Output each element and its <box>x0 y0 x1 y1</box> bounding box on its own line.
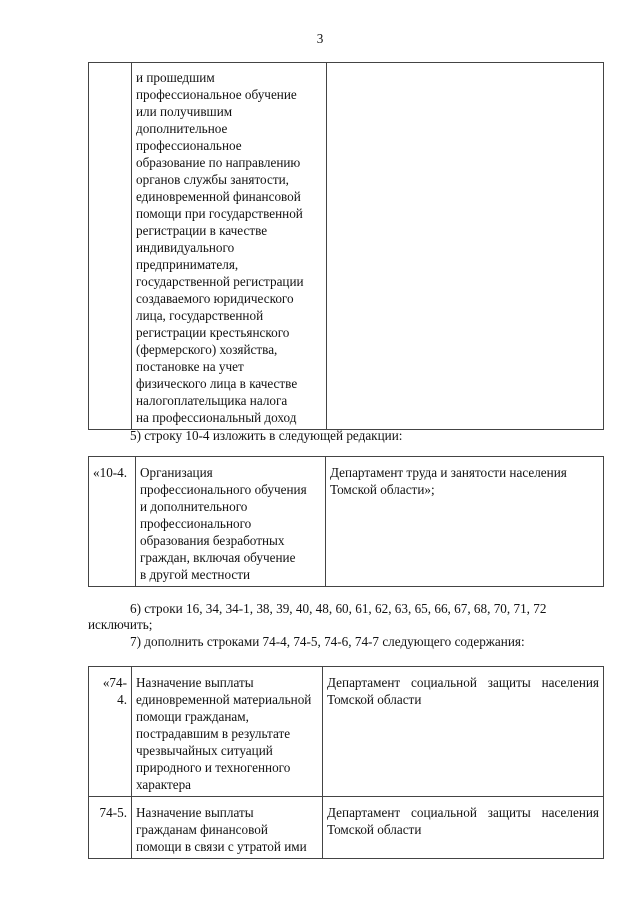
paragraph-7: 7) дополнить строками 74-4, 74-5, 74-6, 74-7 следующего содержания: <box>130 634 525 649</box>
text-line: постановке на учет <box>136 359 244 374</box>
text-line: или получившим <box>136 104 233 119</box>
paragraph-5: 5) строку 10-4 изложить в следующей редакции: <box>130 428 403 443</box>
table-continued <box>88 62 604 430</box>
text-line: профессиональное обучение <box>136 87 297 102</box>
row-number <box>89 63 132 430</box>
row-number: 74-5. <box>89 797 132 859</box>
text-line: (фермерского) хозяйства, <box>136 342 278 357</box>
table-row <box>89 63 604 430</box>
text-line: Назначение выплаты <box>136 805 254 820</box>
text-line: Томской области»; <box>330 482 435 497</box>
text-line: профессионального <box>140 516 252 531</box>
paragraph-6-line1: 6) строки 16, 34, 34-1, 38, 39, 40, 48, 60, 61, 62, 63, 65, 66, 67, 68, 70, 71, 72 <box>130 601 547 616</box>
text-line: регистрации в качестве <box>136 223 268 238</box>
text-line: помощи в связи с утратой ими <box>136 839 307 854</box>
row-description <box>132 63 327 430</box>
text-line: природного и техногенного <box>136 760 291 775</box>
text-line: профессионального обучения <box>140 482 307 497</box>
text-line: гражданам финансовой <box>136 822 268 837</box>
text-line: государственной регистрации <box>136 274 304 289</box>
text-line: пострадавшим в результате <box>136 726 291 741</box>
row-department <box>323 797 604 859</box>
row-description <box>132 797 323 859</box>
text-line: профессиональное <box>136 138 242 153</box>
text-line: Назначение выплаты <box>136 675 254 690</box>
paragraph-6-line2: исключить; <box>88 617 153 632</box>
page-number: 3 <box>316 31 324 46</box>
row-department <box>326 457 604 587</box>
text-line: Департамент социальной защиты населения <box>327 675 599 690</box>
text-line: регистрации крестьянского <box>136 325 290 340</box>
text-line: предпринимателя, <box>136 257 239 272</box>
text-line: создаваемого юридического <box>136 291 294 306</box>
text-line: физического лица в качестве <box>136 376 298 391</box>
text-line: дополнительное <box>136 121 228 136</box>
table-row-10-4 <box>88 456 604 587</box>
text-line: единовременной финансовой <box>136 189 301 204</box>
text-line: органов службы занятости, <box>136 172 289 187</box>
text-line: Организация <box>140 465 213 480</box>
text-line: Департамент социальной защиты населения <box>327 805 599 820</box>
text-line: налогоплательщика налога <box>136 393 288 408</box>
row-description <box>136 457 326 587</box>
table-row <box>89 667 604 797</box>
text-line: и прошедшим <box>136 70 215 85</box>
text-line: граждан, включая обучение <box>140 550 296 565</box>
row-department <box>327 63 604 430</box>
text-line: чрезвычайных ситуаций <box>136 743 273 758</box>
row-number: «74-4. <box>89 667 132 797</box>
table-row <box>89 457 604 587</box>
text-line: характера <box>136 777 192 792</box>
row-department <box>323 667 604 797</box>
text-line: индивидуального <box>136 240 235 255</box>
text-line: помощи при государственной <box>136 206 303 221</box>
text-line: образование по направлению <box>136 155 301 170</box>
text-line: Департамент труда и занятости населения <box>330 465 567 480</box>
row-number: «10-4. <box>89 457 136 587</box>
text-line: Томской области <box>327 822 422 837</box>
text-line: единовременной материальной <box>136 692 312 707</box>
text-line: и дополнительного <box>140 499 248 514</box>
row-description <box>132 667 323 797</box>
text-line: образования безработных <box>140 533 285 548</box>
text-line: лица, государственной <box>136 308 264 323</box>
text-line: Томской области <box>327 692 422 707</box>
text-line: на профессиональный доход <box>136 410 297 425</box>
table-row <box>89 797 604 859</box>
text-line: помощи гражданам, <box>136 709 249 724</box>
table-new-rows <box>88 666 604 859</box>
text-line: в другой местности <box>140 567 251 582</box>
